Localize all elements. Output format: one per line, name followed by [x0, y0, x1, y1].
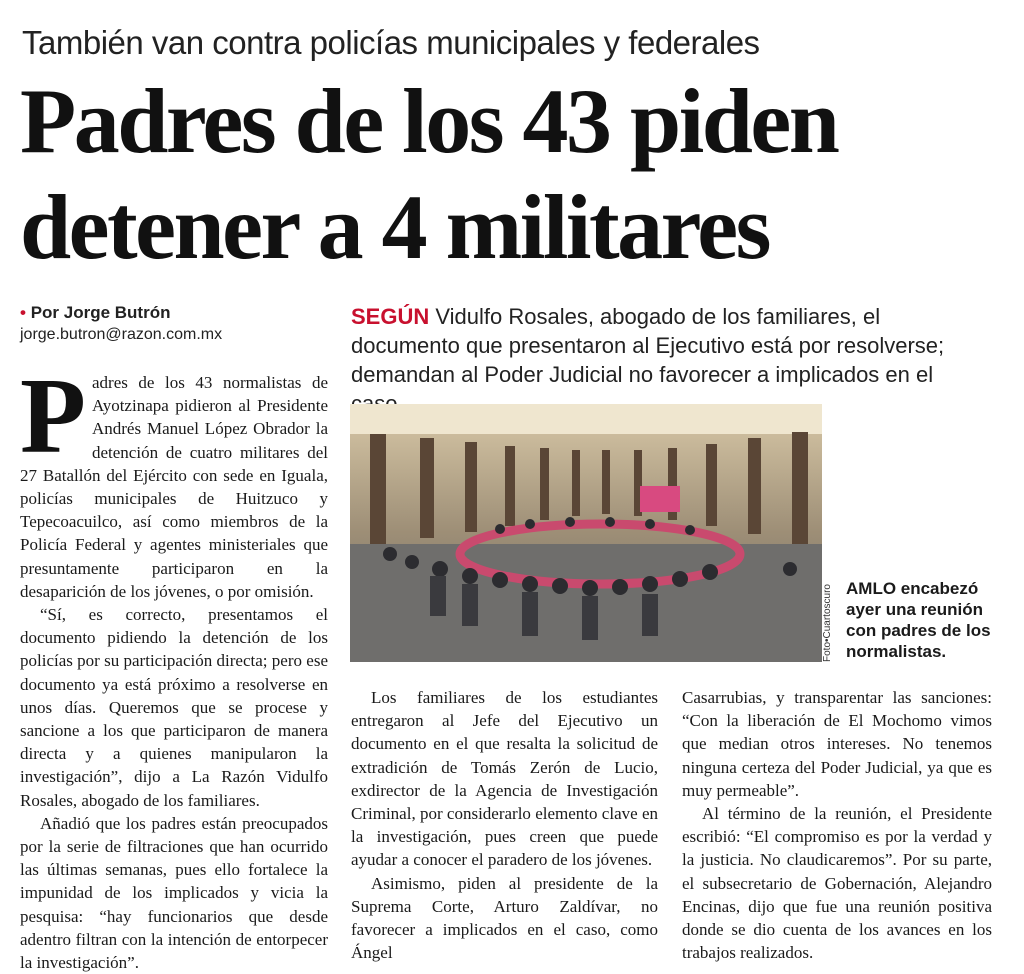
subhead-lead: SEGÚN — [351, 304, 430, 329]
paragraph: Los familiares de los estudiantes entregaron al Jefe del Ejecutivo un documento en el que resalta la solicitud de extradición de Tomás Zerón de Lucio, exdirector de la Agencia de Investigación Criminal, por considerarlo elemento clave en la investigación, pues creen que puede ayudar a conocer el paradero de los jóvenes. — [351, 688, 658, 870]
byline-email[interactable]: jorge.butron@razon.com.mx — [20, 326, 223, 343]
body-column-1 — [20, 357, 328, 974]
meeting-photo — [350, 404, 822, 662]
body-column-3 — [682, 686, 992, 964]
paragraph: Añadió que los padres están preocupados por la serie de filtraciones que han ocurrido las últimas semanas, pues ello fortalece la impunidad de los implicados y vicia la pesquisa: “hay funcionarios que desde adentro filtran con la intención de entorpecer la investigación”. — [20, 813, 328, 973]
paragraph: “Sí, es correcto, presentamos el documento pidiendo la detención de los policías por su participación directa; pero ese documento ya está próximo a resolverse en unos días. Queremos que se procese y sancione a los que participaron de manera directa y a quienes manipularon la investigación”, dijo a La Razón Vidulfo Rosales, abogado de los familiares. — [20, 605, 328, 810]
byline-author: Por Jorge Butrón — [30, 303, 171, 322]
subhead — [351, 302, 971, 418]
bullet-icon: • — [20, 303, 26, 322]
photo-caption: AMLO encabezó ayer una reunión con padres de los normalistas. — [846, 579, 991, 661]
paragraph: Casarrubias, y transparentar las sanciones: “Con la liberación de El Mochomo vimos que median otros intereses. No tenemos ninguna certeza del Poder Judicial, ya que es muy permeable”. — [682, 688, 992, 800]
drop-cap: P — [20, 357, 86, 476]
body-column-2 — [351, 686, 658, 964]
photo-illustration — [350, 404, 822, 662]
photo-credit: Foto•Cuartoscuro — [822, 584, 833, 662]
paragraph: adres de los 43 normalistas de Ayotzinapa pidieron al Presidente Andrés Manuel López Obrador la detención de cuatro militares del 27 Batallón del Ejército con sede en Iguala, policías municipales de Huitzuco y Tepecoacuilco, así como miembros de la Policía Federal y agentes ministeriales que presuntamente participaron en la desaparición de los jóvenes, o por omisión. — [20, 373, 328, 601]
paragraph: Al término de la reunión, el Presidente escribió: “El compromiso es por la verdad y la justicia. No claudicaremos”. Por su parte, el subsecretario de Gobernación, Alejandro Encinas, dijo que fue una reunión positiva donde se dio cuenta de los avances en los trabajos realizados. — [682, 804, 992, 963]
byline — [20, 303, 170, 323]
subhead-text: Vidulfo Rosales, abogado de los familiares, el documento que presentaron al Ejecutivo está por resolverse; demandan al Poder Judicial no favorecer a implicados en el — [351, 304, 945, 387]
paragraph: Asimismo, piden al presidente de la Suprema Corte, Arturo Zaldívar, no favorecer a implicados en el caso, como Ángel — [351, 873, 658, 963]
headline: Padres de los 43 piden detener a 4 militares — [20, 70, 838, 278]
kicker: También van contra policías municipales y federales — [22, 24, 760, 61]
